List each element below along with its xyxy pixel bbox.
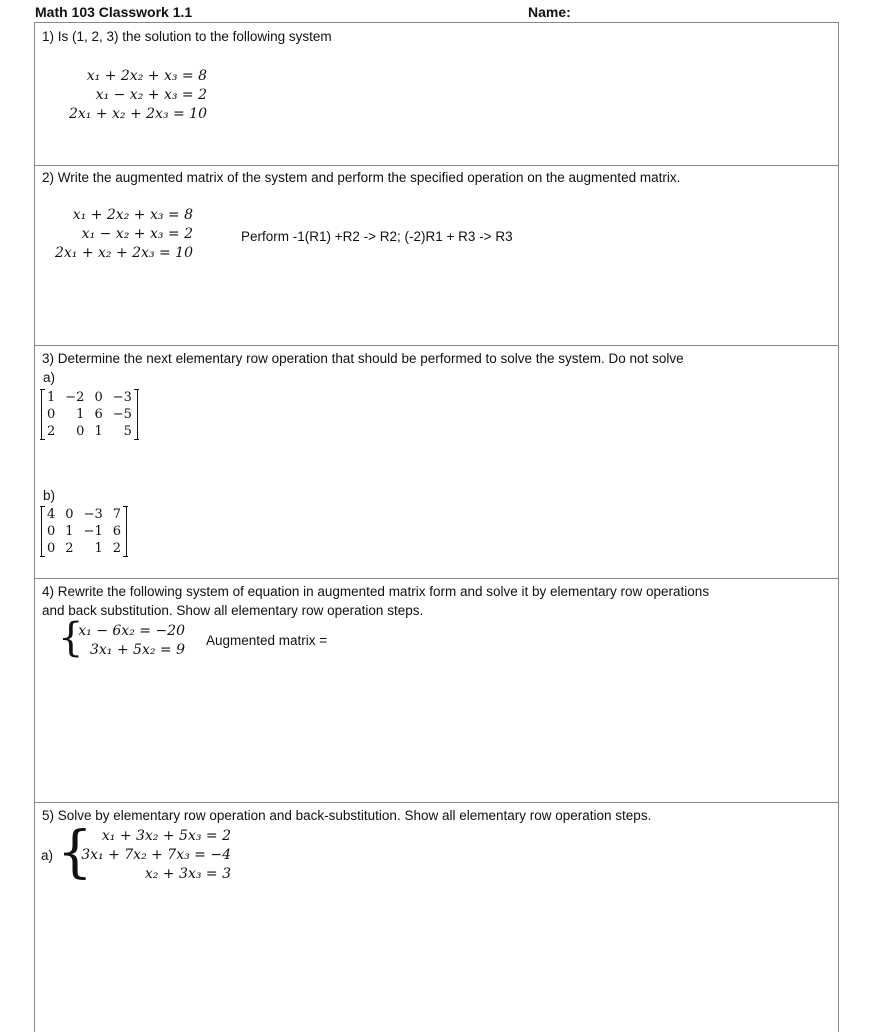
matrix-cell: 7 [112, 507, 122, 522]
augmented-matrix-label: Augmented matrix = [206, 633, 328, 648]
matrix-cell: 1 [94, 424, 103, 439]
matrix-cell: 0 [47, 541, 56, 556]
matrix-cell: 0 [76, 424, 85, 439]
question-2-equations [41, 206, 193, 263]
matrix-bracket-left [40, 389, 45, 440]
question-1-prompt: 1) Is (1, 2, 3) the solution to the following system [42, 29, 332, 44]
question-3-prompt: 3) Determine the next elementary row operation that should be performed to solve the system. Do not solve [42, 351, 684, 366]
question-4-prompt-line-2: and back substitution. Show all elementary row operation steps. [42, 603, 424, 618]
matrix-cell: 6 [94, 407, 103, 422]
matrix-bracket-right [123, 506, 128, 557]
question-4-box [34, 578, 839, 802]
matrix-cell: −3 [112, 390, 132, 405]
part-a-label: a) [43, 370, 56, 385]
row-operation-instruction: Perform -1(R1) +R2 -> R2; (-2)R1 + R3 -> R3 [241, 229, 513, 244]
equation: x₁ − 6x₂ = −20 [78, 623, 185, 639]
equation: x₁ − x₂ + x₃ = 2 [95, 87, 207, 103]
matrix-cell: 1 [94, 541, 103, 556]
name-label: Name: [528, 4, 571, 20]
equation: 2x₁ + x₂ + 2x₃ = 10 [54, 245, 193, 261]
part-a-label: a) [41, 848, 54, 863]
matrix-cell: 0 [47, 407, 56, 422]
question-5-box [34, 802, 839, 1032]
matrix-cell: −2 [65, 390, 85, 405]
matrix-cell: 2 [112, 541, 122, 556]
matrix-cell: 0 [94, 390, 103, 405]
matrix-cell: −5 [112, 407, 132, 422]
question-1-equations [55, 67, 207, 124]
equation: x₂ + 3x₃ = 3 [144, 866, 231, 882]
equation: 3x₁ + 5x₂ = 9 [90, 642, 185, 658]
equation: x₁ − x₂ + x₃ = 2 [81, 226, 193, 242]
worksheet-title: Math 103 Classwork 1.1 [35, 4, 193, 20]
system-brace: { [57, 820, 93, 885]
matrix-cell: −1 [83, 524, 103, 539]
question-2-prompt: 2) Write the augmented matrix of the system and perform the specified operation on the augmented matrix. [42, 170, 681, 185]
matrix-cell: 4 [47, 507, 56, 522]
matrix-bracket-left [40, 506, 45, 557]
question-5-equations [73, 827, 231, 884]
matrix-cell: 6 [112, 524, 122, 539]
matrix-cell: 2 [47, 424, 56, 439]
matrix-bracket-right [134, 389, 139, 440]
part-b-label: b) [43, 488, 56, 503]
matrix-cell: 5 [123, 424, 132, 439]
matrix-cell: 2 [65, 541, 74, 556]
matrix-cell: 0 [65, 507, 74, 522]
equation: 2x₁ + x₂ + 2x₃ = 10 [68, 106, 207, 122]
equation: x₁ + 3x₂ + 5x₃ = 2 [101, 828, 231, 844]
question-3-box [34, 345, 839, 578]
matrix-cell: 1 [47, 390, 56, 405]
matrix-b [41, 506, 127, 557]
system-brace: { [58, 615, 84, 661]
equation: x₁ + 2x₂ + x₃ = 8 [72, 207, 193, 223]
matrix-cell: −3 [83, 507, 103, 522]
question-1-box [34, 22, 839, 165]
equation: 3x₁ + 7x₂ + 7x₃ = −4 [81, 847, 231, 863]
question-5-prompt: 5) Solve by elementary row operation and back-substitution. Show all elementary row operation steps. [42, 808, 652, 823]
question-2-box [34, 165, 839, 345]
matrix-cell: 0 [47, 524, 56, 539]
question-4-equations [67, 622, 185, 660]
matrix-a [41, 389, 138, 440]
question-4-prompt-line-1: 4) Rewrite the following system of equation in augmented matrix form and solve it by elementary row operations [42, 584, 710, 599]
matrix-cell: 1 [76, 407, 85, 422]
matrix-cell: 1 [65, 524, 74, 539]
equation: x₁ + 2x₂ + x₃ = 8 [86, 68, 207, 84]
